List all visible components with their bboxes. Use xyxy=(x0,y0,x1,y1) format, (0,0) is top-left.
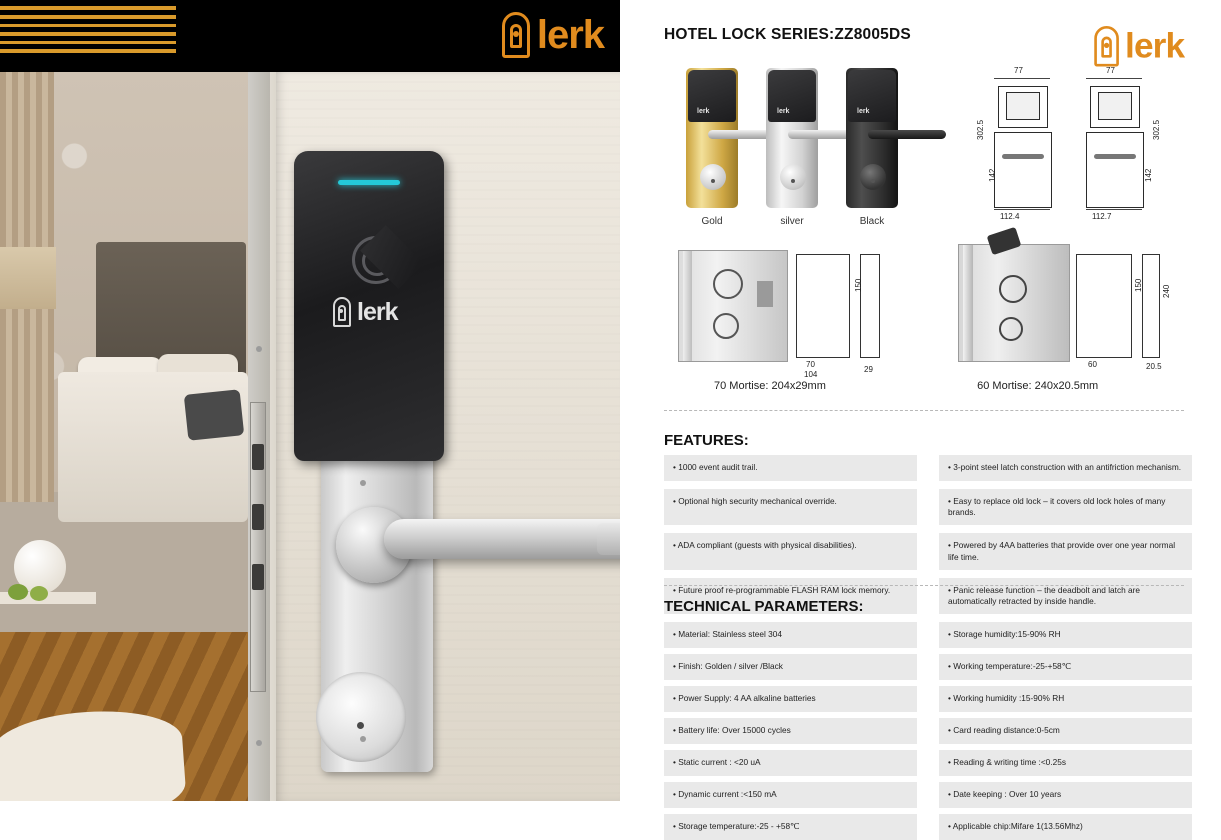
tech-item: • Applicable chip:Mifare 1(13.56Mhz) xyxy=(939,814,1192,840)
dim-height-left: 302.5 xyxy=(976,119,985,140)
dim-width-left: 77 xyxy=(1014,66,1023,75)
feature-item: • Powered by 4AA batteries that provide over one year normal life time. xyxy=(939,533,1192,569)
drawing-detail xyxy=(1098,92,1132,120)
brand-wordmark: lerk xyxy=(1124,26,1184,66)
tech-item: • Working temperature:-25-+58℃ xyxy=(939,654,1192,680)
finish-variants xyxy=(676,68,976,238)
mortise-60-caption: 60 Mortise: 240x20.5mm xyxy=(977,380,1099,392)
right-spec-panel xyxy=(620,0,1221,831)
tech-item: • Dynamic current :<150 mA xyxy=(664,782,917,808)
feature-text: Powered by 4AA batteries that provide over one year normal life time. xyxy=(948,540,1176,562)
lock-variant-black xyxy=(846,68,898,227)
variant-logo-text: lerk xyxy=(777,108,790,115)
mortise-captions xyxy=(664,380,1204,392)
status-led xyxy=(338,180,400,185)
feature-text: Future proof re-programmable FLASH RAM lock memory. xyxy=(678,584,891,595)
strike-hole xyxy=(252,444,264,470)
lock-logo-icon xyxy=(499,12,533,58)
tech-item: • Date keeping : Over 10 years xyxy=(939,782,1192,808)
variant-logo-text: lerk xyxy=(697,108,710,115)
mortise-70-faceplate xyxy=(860,254,880,358)
dim-mortise60-150: 150 xyxy=(1134,278,1143,292)
tech-text: Battery life: Over 15000 cycles xyxy=(678,725,791,735)
divider xyxy=(664,585,1184,586)
dim-mortise60-60: 60 xyxy=(1088,360,1097,369)
feature-text: 3-point steel latch construction with an antifriction mechanism. xyxy=(953,462,1182,472)
lock-variant-gold xyxy=(686,68,738,227)
feature-item: • Future proof re-programmable FLASH RAM lock memory. xyxy=(664,578,917,614)
tech-title: TECHNICAL PARAMETERS: xyxy=(664,598,864,615)
brand-header-bar xyxy=(0,0,620,72)
dim-mortise70-29: 29 xyxy=(864,365,873,374)
screw-icon xyxy=(256,346,262,352)
feature-text: 1000 event audit trail. xyxy=(678,462,758,472)
strike-hole xyxy=(252,504,264,530)
features-title: FEATURES: xyxy=(664,432,749,449)
variant-label: Black xyxy=(859,216,885,227)
mechanical-key-override xyxy=(316,672,406,762)
feature-item: • ADA compliant (guests with physical disabilities). xyxy=(664,533,917,569)
mortise-60-faceplate xyxy=(1142,254,1160,358)
gold-stripes-graphic xyxy=(0,6,176,68)
dim-line xyxy=(994,78,1050,79)
variant-label: silver xyxy=(780,216,804,227)
tech-text: Working temperature:-25-+58℃ xyxy=(953,661,1071,671)
feature-item: • Optional high security mechanical override. xyxy=(664,489,917,525)
tech-item: • Static current : <20 uA xyxy=(664,750,917,776)
tech-text: Power Supply: 4 AA alkaline batteries xyxy=(678,693,816,703)
brand-logo xyxy=(499,12,604,58)
feature-item: • 3-point steel latch construction with an antifriction mechanism. xyxy=(939,455,1192,481)
feature-text: Panic release function – the deadbolt and latch are automatically retracted by inside handle. xyxy=(948,584,1141,606)
mortise-drawings xyxy=(664,240,1204,400)
dim-mortise70-150: 150 xyxy=(854,278,863,292)
dim-height-right: 302.5 xyxy=(1152,119,1161,140)
tech-text: Working humidity :15-90% RH xyxy=(953,693,1065,703)
tech-text: Card reading distance:0-5cm xyxy=(953,725,1060,735)
drawing-detail xyxy=(1006,92,1040,120)
tech-text: Finish: Golden / silver /Black xyxy=(678,661,783,671)
screw-icon xyxy=(360,736,366,742)
lock-logo-icon xyxy=(331,297,353,327)
feature-text: ADA compliant (guests with physical disabilities). xyxy=(677,540,857,551)
mortise-70-caption: 70 Mortise: 204x29mm xyxy=(714,380,826,392)
tech-text: Date keeping : Over 10 years xyxy=(953,789,1062,799)
dim-sub-right: 142 xyxy=(1144,168,1153,182)
lock-brand-logo xyxy=(331,297,397,327)
door-handle xyxy=(384,519,620,559)
dim-mortise60-205: 20.5 xyxy=(1146,362,1162,371)
tech-item: • Battery life: Over 15000 cycles xyxy=(664,718,917,744)
strike-hole xyxy=(252,564,264,590)
dim-width-right: 77 xyxy=(1106,66,1115,75)
tech-text: Applicable chip:Mifare 1(13.56Mhz) xyxy=(952,821,1083,831)
dim-mortise60-240: 240 xyxy=(1162,284,1171,298)
dim-line xyxy=(1086,78,1142,79)
features-grid xyxy=(664,455,1192,614)
dim-mortise70-70: 70 xyxy=(806,360,815,369)
dim-base-left: 112.4 xyxy=(1000,212,1020,221)
panel-dimension-drawings xyxy=(976,62,1210,222)
tech-item: • Finish: Golden / silver /Black xyxy=(664,654,917,680)
door-surface xyxy=(276,72,620,801)
mortise-70-photo xyxy=(678,250,788,362)
mortise-60-photo xyxy=(958,244,1070,362)
brand-wordmark: lerk xyxy=(536,13,604,57)
tech-item: • Reading & writing time :<0.25s xyxy=(939,750,1192,776)
tech-text: Storage humidity:15-90% RH xyxy=(953,629,1061,639)
feature-item: • Easy to replace old lock – it covers old lock holes of many brands. xyxy=(939,489,1192,525)
drawing-front-bottom-left xyxy=(994,132,1052,208)
dim-line xyxy=(994,209,1050,210)
tech-text: Storage temperature:-25 - +58℃ xyxy=(678,821,800,831)
dim-mortise70-104: 104 xyxy=(804,370,818,379)
rfid-card-icon xyxy=(348,232,406,282)
feature-text: Easy to replace old lock – it covers old lock holes of many brands. xyxy=(948,496,1166,518)
tech-text: Reading & writing time :<0.25s xyxy=(953,757,1066,767)
tech-grid xyxy=(664,622,1192,840)
screw-icon xyxy=(256,740,262,746)
screw-icon xyxy=(360,480,366,486)
tech-item: • Material: Stainless steel 304 xyxy=(664,622,917,648)
drawing-front-bottom-right xyxy=(1086,132,1144,208)
left-photo-panel xyxy=(0,0,620,801)
lock-variant-silver xyxy=(766,68,818,227)
variant-logo-text: lerk xyxy=(857,108,870,115)
lock-brand-wordmark: lerk xyxy=(357,297,398,326)
drawing-handle xyxy=(1002,154,1044,159)
hotel-room-scene xyxy=(0,72,248,801)
tech-item: • Card reading distance:0-5cm xyxy=(939,718,1192,744)
tech-text: Dynamic current :<150 mA xyxy=(678,789,777,799)
mortise-70-drawing xyxy=(796,254,850,358)
divider xyxy=(664,410,1184,411)
lock-logo-icon xyxy=(1091,26,1121,66)
brand-logo xyxy=(1091,26,1184,66)
page-title: HOTEL LOCK SERIES:ZZ8005DS xyxy=(664,26,911,43)
tech-item: • Storage humidity:15-90% RH xyxy=(939,622,1192,648)
variant-label: Gold xyxy=(701,216,723,227)
feature-item: • Panic release function – the deadbolt and latch are automatically retracted by inside handle. xyxy=(939,578,1192,614)
mortise-key-icon xyxy=(987,227,1022,255)
tech-item: • Working humidity :15-90% RH xyxy=(939,686,1192,712)
feature-text: Optional high security mechanical override. xyxy=(678,496,837,506)
drawing-handle xyxy=(1094,154,1136,159)
product-photo xyxy=(0,72,620,801)
feature-item: • 1000 event audit trail. xyxy=(664,455,917,481)
tech-item: • Power Supply: 4 AA alkaline batteries xyxy=(664,686,917,712)
mortise-60-drawing xyxy=(1076,254,1132,358)
tech-text: Material: Stainless steel 304 xyxy=(678,629,782,639)
tech-text: Static current : <20 uA xyxy=(678,757,761,767)
dim-base-right: 112.7 xyxy=(1092,212,1112,221)
dim-sub-left: 142 xyxy=(988,168,997,182)
tech-item: • Storage temperature:-25 - +58℃ xyxy=(664,814,917,840)
dim-line xyxy=(1086,209,1142,210)
